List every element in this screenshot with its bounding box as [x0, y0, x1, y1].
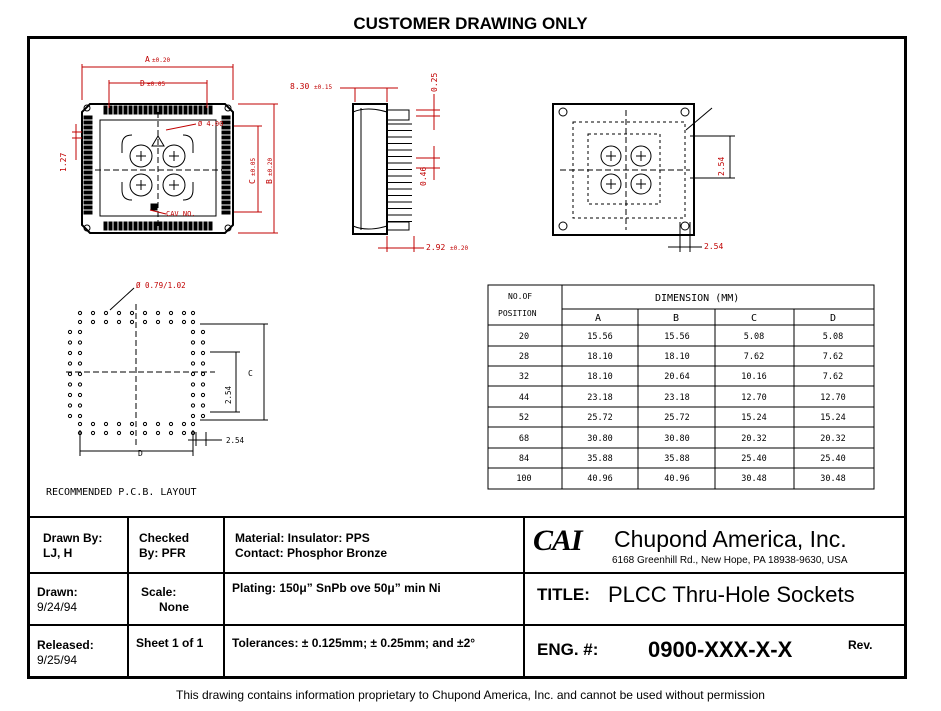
- table-cell-pos: 68: [518, 434, 530, 444]
- table-cell-a: 18.10: [587, 352, 613, 362]
- dim-025: 0.25: [430, 72, 439, 92]
- table-cell-a: 40.96: [587, 474, 613, 484]
- table-cell-pos: 52: [518, 413, 530, 423]
- th-col-d: D: [830, 313, 837, 324]
- pcb-254-v: 2.54: [224, 385, 233, 404]
- rev-label: Rev.: [848, 638, 873, 652]
- pitch-127: 1.27: [59, 152, 68, 172]
- eng-number: 0900-XXX-X-X: [648, 637, 793, 662]
- drawing-header: CUSTOMER DRAWING ONLY: [353, 14, 588, 33]
- table-cell-d: 25.40: [820, 454, 846, 464]
- table-cell-pos: 20: [518, 332, 530, 342]
- th-position: POSITION: [498, 309, 537, 318]
- table-cell-a: 15.56: [587, 332, 613, 342]
- table-cell-pos: 44: [518, 393, 530, 403]
- table-cell-b: 18.10: [664, 352, 690, 362]
- dim-c: C: [248, 179, 257, 184]
- th-col-a: A: [595, 313, 602, 324]
- table-cell-a: 18.10: [587, 372, 613, 382]
- table-cell-b: 35.88: [664, 454, 690, 464]
- th-col-b: B: [673, 313, 680, 324]
- drawn-date: 9/24/94: [37, 600, 78, 614]
- table-cell-a: 30.80: [587, 434, 613, 444]
- table-cell-b: 15.56: [664, 332, 690, 342]
- table-cell-c: 10.16: [741, 372, 767, 382]
- bottom-pitch-v: 2.54: [717, 156, 726, 176]
- table-cell-pos: 32: [518, 372, 530, 382]
- released-label: Released:: [37, 638, 94, 652]
- dim-046: 0.46: [419, 166, 428, 186]
- dim-c-tol: ±0.05: [250, 157, 257, 176]
- pcb-dim-c: C: [248, 369, 253, 378]
- table-cell-a: 35.88: [587, 454, 613, 464]
- table-cell-a: 25.72: [587, 413, 613, 423]
- table-cell-c: 25.40: [741, 454, 767, 464]
- dim-292-tol: ±0.20: [450, 245, 469, 252]
- dim-d: D: [140, 79, 145, 88]
- checked-label: Checked: [139, 531, 190, 545]
- drawn-label: Drawn:: [37, 585, 78, 599]
- table-cell-d: 12.70: [820, 393, 846, 403]
- table-cell-d: 30.48: [820, 474, 846, 484]
- table-cell-d: 5.08: [822, 332, 844, 342]
- drawn-by: LJ, H: [43, 546, 73, 560]
- material: Material: Insulator: PPS: [235, 531, 370, 545]
- table-cell-b: 25.72: [664, 413, 690, 423]
- table-cell-a: 23.18: [587, 393, 613, 403]
- dim-830-tol: ±0.15: [314, 84, 333, 91]
- th-dimension: DIMENSION (MM): [655, 293, 740, 304]
- company-name: Chupond America, Inc.: [614, 526, 847, 552]
- th-no-of: NO.OF: [508, 292, 533, 301]
- th-col-c: C: [751, 313, 758, 324]
- eng-label: ENG. #:: [537, 640, 599, 659]
- table-cell-b: 23.18: [664, 393, 690, 403]
- table-cell-pos: 28: [518, 352, 530, 362]
- dim-b: B: [265, 179, 274, 184]
- pcb-label: RECOMMENDED P.C.B. LAYOUT: [46, 487, 197, 498]
- table-cell-b: 40.96: [664, 474, 690, 484]
- dim-830: 8.30: [290, 82, 310, 91]
- company-address: 6168 Greenhill Rd., New Hope, PA 18938-9630, USA: [612, 555, 848, 566]
- table-cell-c: 12.70: [741, 393, 767, 403]
- drawing-title: PLCC Thru-Hole Sockets: [608, 582, 855, 607]
- table-cell-d: 15.24: [820, 413, 846, 423]
- proprietary-note: This drawing contains information proprietary to Chupond America, Inc. and cannot be used without permission: [176, 688, 765, 702]
- drawn-by-label: Drawn By:: [43, 531, 103, 545]
- company-logo: CAI: [533, 524, 582, 557]
- pcb-hole: Ø 0.79/1.02: [136, 281, 186, 290]
- released-date: 9/25/94: [37, 653, 78, 667]
- title-label: TITLE:: [537, 585, 590, 604]
- pcb-254-h: 2.54: [226, 436, 245, 445]
- table-cell-d: 7.62: [822, 372, 844, 382]
- table-cell-pos: 84: [518, 454, 530, 464]
- tolerances: Tolerances: ± 0.125mm; ± 0.25mm; and ±2°: [232, 636, 476, 650]
- cav-no: CAV NO.: [166, 210, 196, 218]
- table-cell-d: 7.62: [822, 352, 844, 362]
- table-cell-c: 15.24: [741, 413, 767, 423]
- table-cell-d: 20.32: [820, 434, 846, 444]
- dim-b-tol: ±0.20: [267, 157, 274, 176]
- dim-d-tol: ±0.05: [147, 81, 166, 88]
- dim-292: 2.92: [426, 243, 446, 252]
- table-cell-c: 30.48: [741, 474, 767, 484]
- pcb-dim-d: D: [138, 449, 143, 458]
- dim-a-tol: ±0.20: [152, 57, 171, 64]
- checked-by: By: PFR: [139, 546, 186, 560]
- scale-label: Scale:: [141, 585, 177, 599]
- scale: None: [159, 600, 189, 614]
- sheet: Sheet 1 of 1: [136, 636, 204, 650]
- plating: Plating: 150μ” SnPb ove 50μ” min Ni: [232, 581, 441, 595]
- bottom-pitch-h: 2.54: [704, 242, 724, 251]
- table-cell-b: 30.80: [664, 434, 690, 444]
- contact: Contact: Phosphor Bronze: [235, 546, 387, 560]
- dim-a: A: [145, 55, 150, 64]
- table-cell-c: 20.32: [741, 434, 767, 444]
- table-cell-c: 7.62: [743, 352, 765, 362]
- hole-dia: Ø 4.00: [198, 120, 224, 128]
- table-cell-c: 5.08: [743, 332, 765, 342]
- table-cell-pos: 100: [516, 474, 532, 484]
- table-cell-b: 20.64: [664, 372, 690, 382]
